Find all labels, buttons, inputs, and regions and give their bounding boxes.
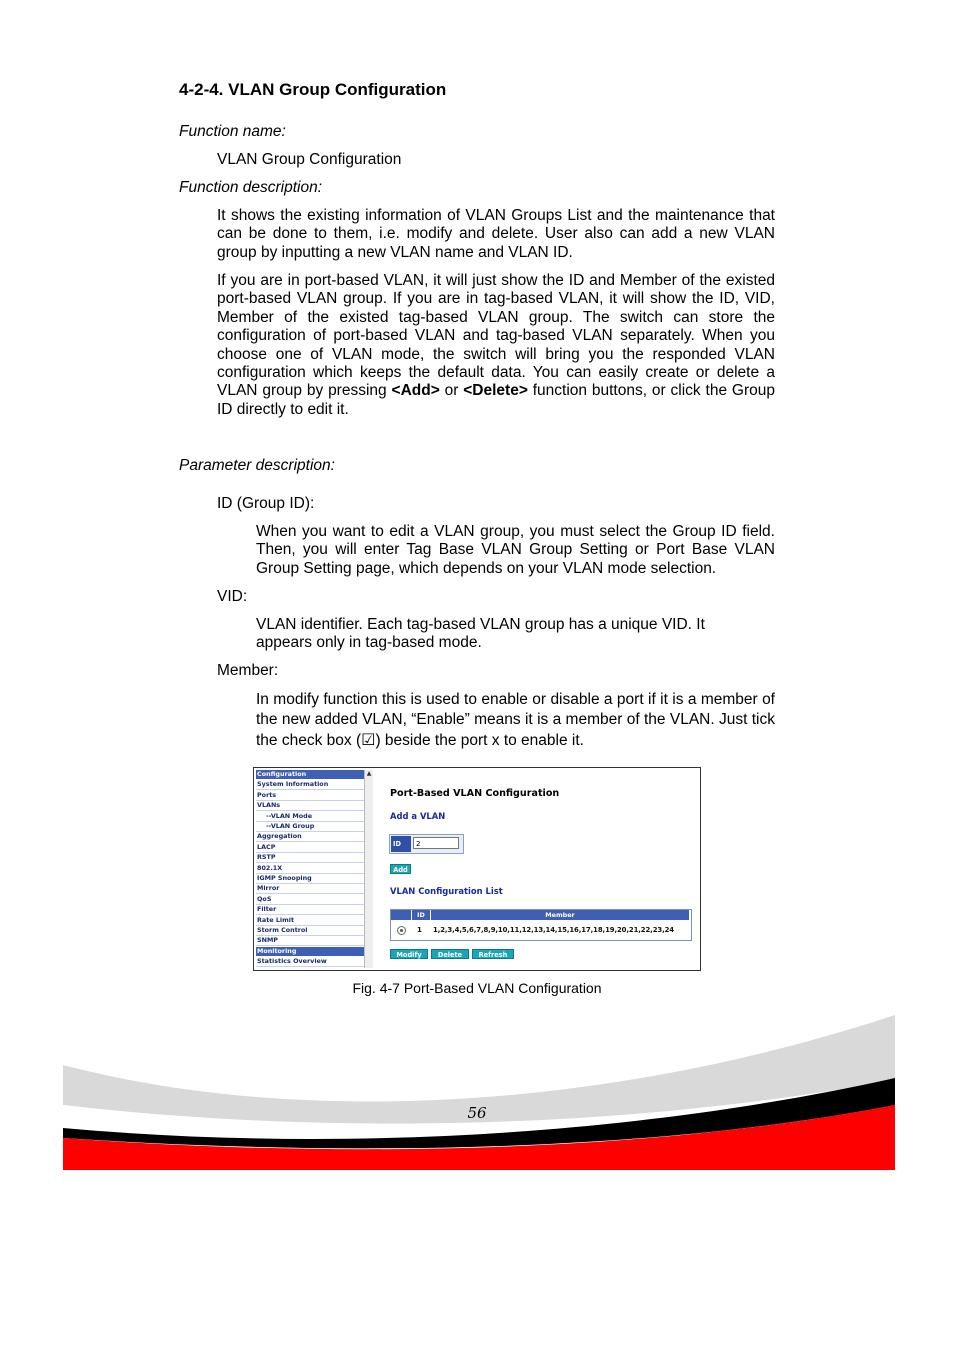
add-vlan-link[interactable]: Add a VLAN (390, 811, 446, 821)
id-label: ID (391, 836, 411, 852)
vlan-table (390, 909, 692, 941)
figure-screenshot (253, 767, 701, 971)
page-title: Port-Based VLAN Configuration (390, 788, 560, 799)
refresh-button[interactable]: Refresh (472, 949, 514, 959)
sidebar-item-mirror[interactable]: Mirror (256, 884, 365, 894)
sidebar-item-monitoring[interactable]: Monitoring (256, 947, 365, 956)
add-button[interactable]: Add (390, 864, 411, 874)
row-id[interactable]: 1 (417, 926, 422, 934)
delete-button[interactable]: Delete (431, 949, 469, 959)
table-header-member: Member (431, 910, 689, 920)
row-select-radio[interactable] (397, 926, 406, 935)
desc-or: or (439, 382, 464, 400)
delete-keyword: <Delete> (463, 382, 528, 400)
param-id-name: ID (Group ID): (217, 495, 315, 512)
sidebar-item-vlan-mode[interactable]: --VLAN Mode (256, 812, 365, 822)
param-vid-text: VLAN identifier. Each tag-based VLAN group has a unique VID. It appears only in tag-based mode. (256, 616, 705, 652)
footer-swoosh (63, 1010, 895, 1170)
desc-text-end: function buttons, or click the Group ID directly to edit it. (217, 382, 775, 418)
sidebar-item-rate-limit[interactable]: Rate Limit (256, 916, 365, 926)
figure-caption: Fig. 4-7 Port-Based VLAN Configuration (352, 980, 602, 996)
sidebar-item-statistics-overview[interactable]: Statistics Overview (256, 957, 365, 967)
page-number: 56 (467, 1104, 487, 1122)
param-member-text (256, 690, 775, 751)
member-text-b: ) beside the port x to enable it. (375, 732, 584, 749)
sidebar-item-lacp[interactable]: LACP (256, 843, 365, 853)
function-name-label: Function name: (179, 123, 286, 140)
sidebar-item-aggregation[interactable]: Aggregation (256, 832, 365, 842)
section-heading: 4-2-4. VLAN Group Configuration (179, 80, 447, 99)
add-keyword: <Add> (391, 382, 440, 400)
sidebar-item-ports[interactable]: Ports (256, 791, 365, 801)
sidebar-item-vlan-group[interactable]: --VLAN Group (256, 822, 365, 832)
sidebar-item-storm-control[interactable]: Storm Control (256, 926, 365, 936)
sidebar-item-filter[interactable]: Filter (256, 905, 365, 915)
row-member: 1,2,3,4,5,6,7,8,9,10,11,12,13,14,15,16,17,18,19,20,21,22,23,24 (433, 926, 674, 934)
table-header-id: ID (412, 910, 430, 920)
description-paragraph-1: It shows the existing information of VLAN Groups List and the maintenance that can be done to them, i.e. modify and delete. User also can add a new VLAN group by inputting a new VLAN name and VLAN ID. (217, 207, 775, 261)
param-id-text: When you want to edit a VLAN group, you must select the Group ID field. Then, you will enter Tag Base VLAN Group Setting or Port Base VLAN Group Setting page, which depends on your VLAN mode selection. (256, 523, 775, 577)
parameter-description-label: Parameter description: (179, 457, 335, 474)
sidebar-item-802-1x[interactable]: 802.1X (256, 864, 365, 874)
checkbox-icon: ☑ (361, 730, 376, 749)
id-field-group (389, 834, 464, 854)
sidebar-menu (256, 770, 364, 968)
scroll-up-icon[interactable]: ▲ (366, 770, 372, 777)
sidebar-item-qos[interactable]: QoS (256, 895, 365, 905)
id-input[interactable]: 2 (413, 837, 459, 849)
param-member-name: Member: (217, 662, 279, 679)
sidebar-item-system-information[interactable]: System Information (256, 780, 365, 790)
sidebar-scrollbar[interactable] (364, 770, 373, 968)
table-header-select (391, 910, 411, 920)
modify-button[interactable]: Modify (390, 949, 428, 959)
description-paragraph-2 (217, 272, 775, 419)
function-name: VLAN Group Configuration (217, 151, 402, 168)
member-text-a: In modify function this is used to enable or disable a port if it is a member of the new added VLAN, “Enable” means it is a member of the VLAN. Just tick the check box ( (256, 691, 775, 749)
sidebar-item-rstp[interactable]: RSTP (256, 853, 365, 863)
function-description-label: Function description: (179, 179, 323, 196)
sidebar-item-vlans[interactable]: VLANs (256, 801, 365, 811)
sidebar-item-igmp-snooping[interactable]: IGMP Snooping (256, 874, 365, 884)
sidebar-item-snmp[interactable]: SNMP (256, 936, 365, 946)
vlan-list-title: VLAN Configuration List (390, 886, 503, 896)
sidebar-item-configuration[interactable]: Configuration (256, 770, 365, 779)
desc-text: If you are in port-based VLAN, it will just show the ID and Member of the existed port-based VLAN group. If you are in tag-based VLAN, it will show the ID, VID, Member of the existed tag-based VLAN group. The switch can store the configuration of port-based VLAN and tag-based VLAN separately. When you choose one of VLAN mode, the switch will bring you the responded VLAN configuration which keeps the default data. You can easily create or delete a VLAN group by pressing (217, 272, 775, 400)
param-vid-name: VID: (217, 588, 248, 605)
